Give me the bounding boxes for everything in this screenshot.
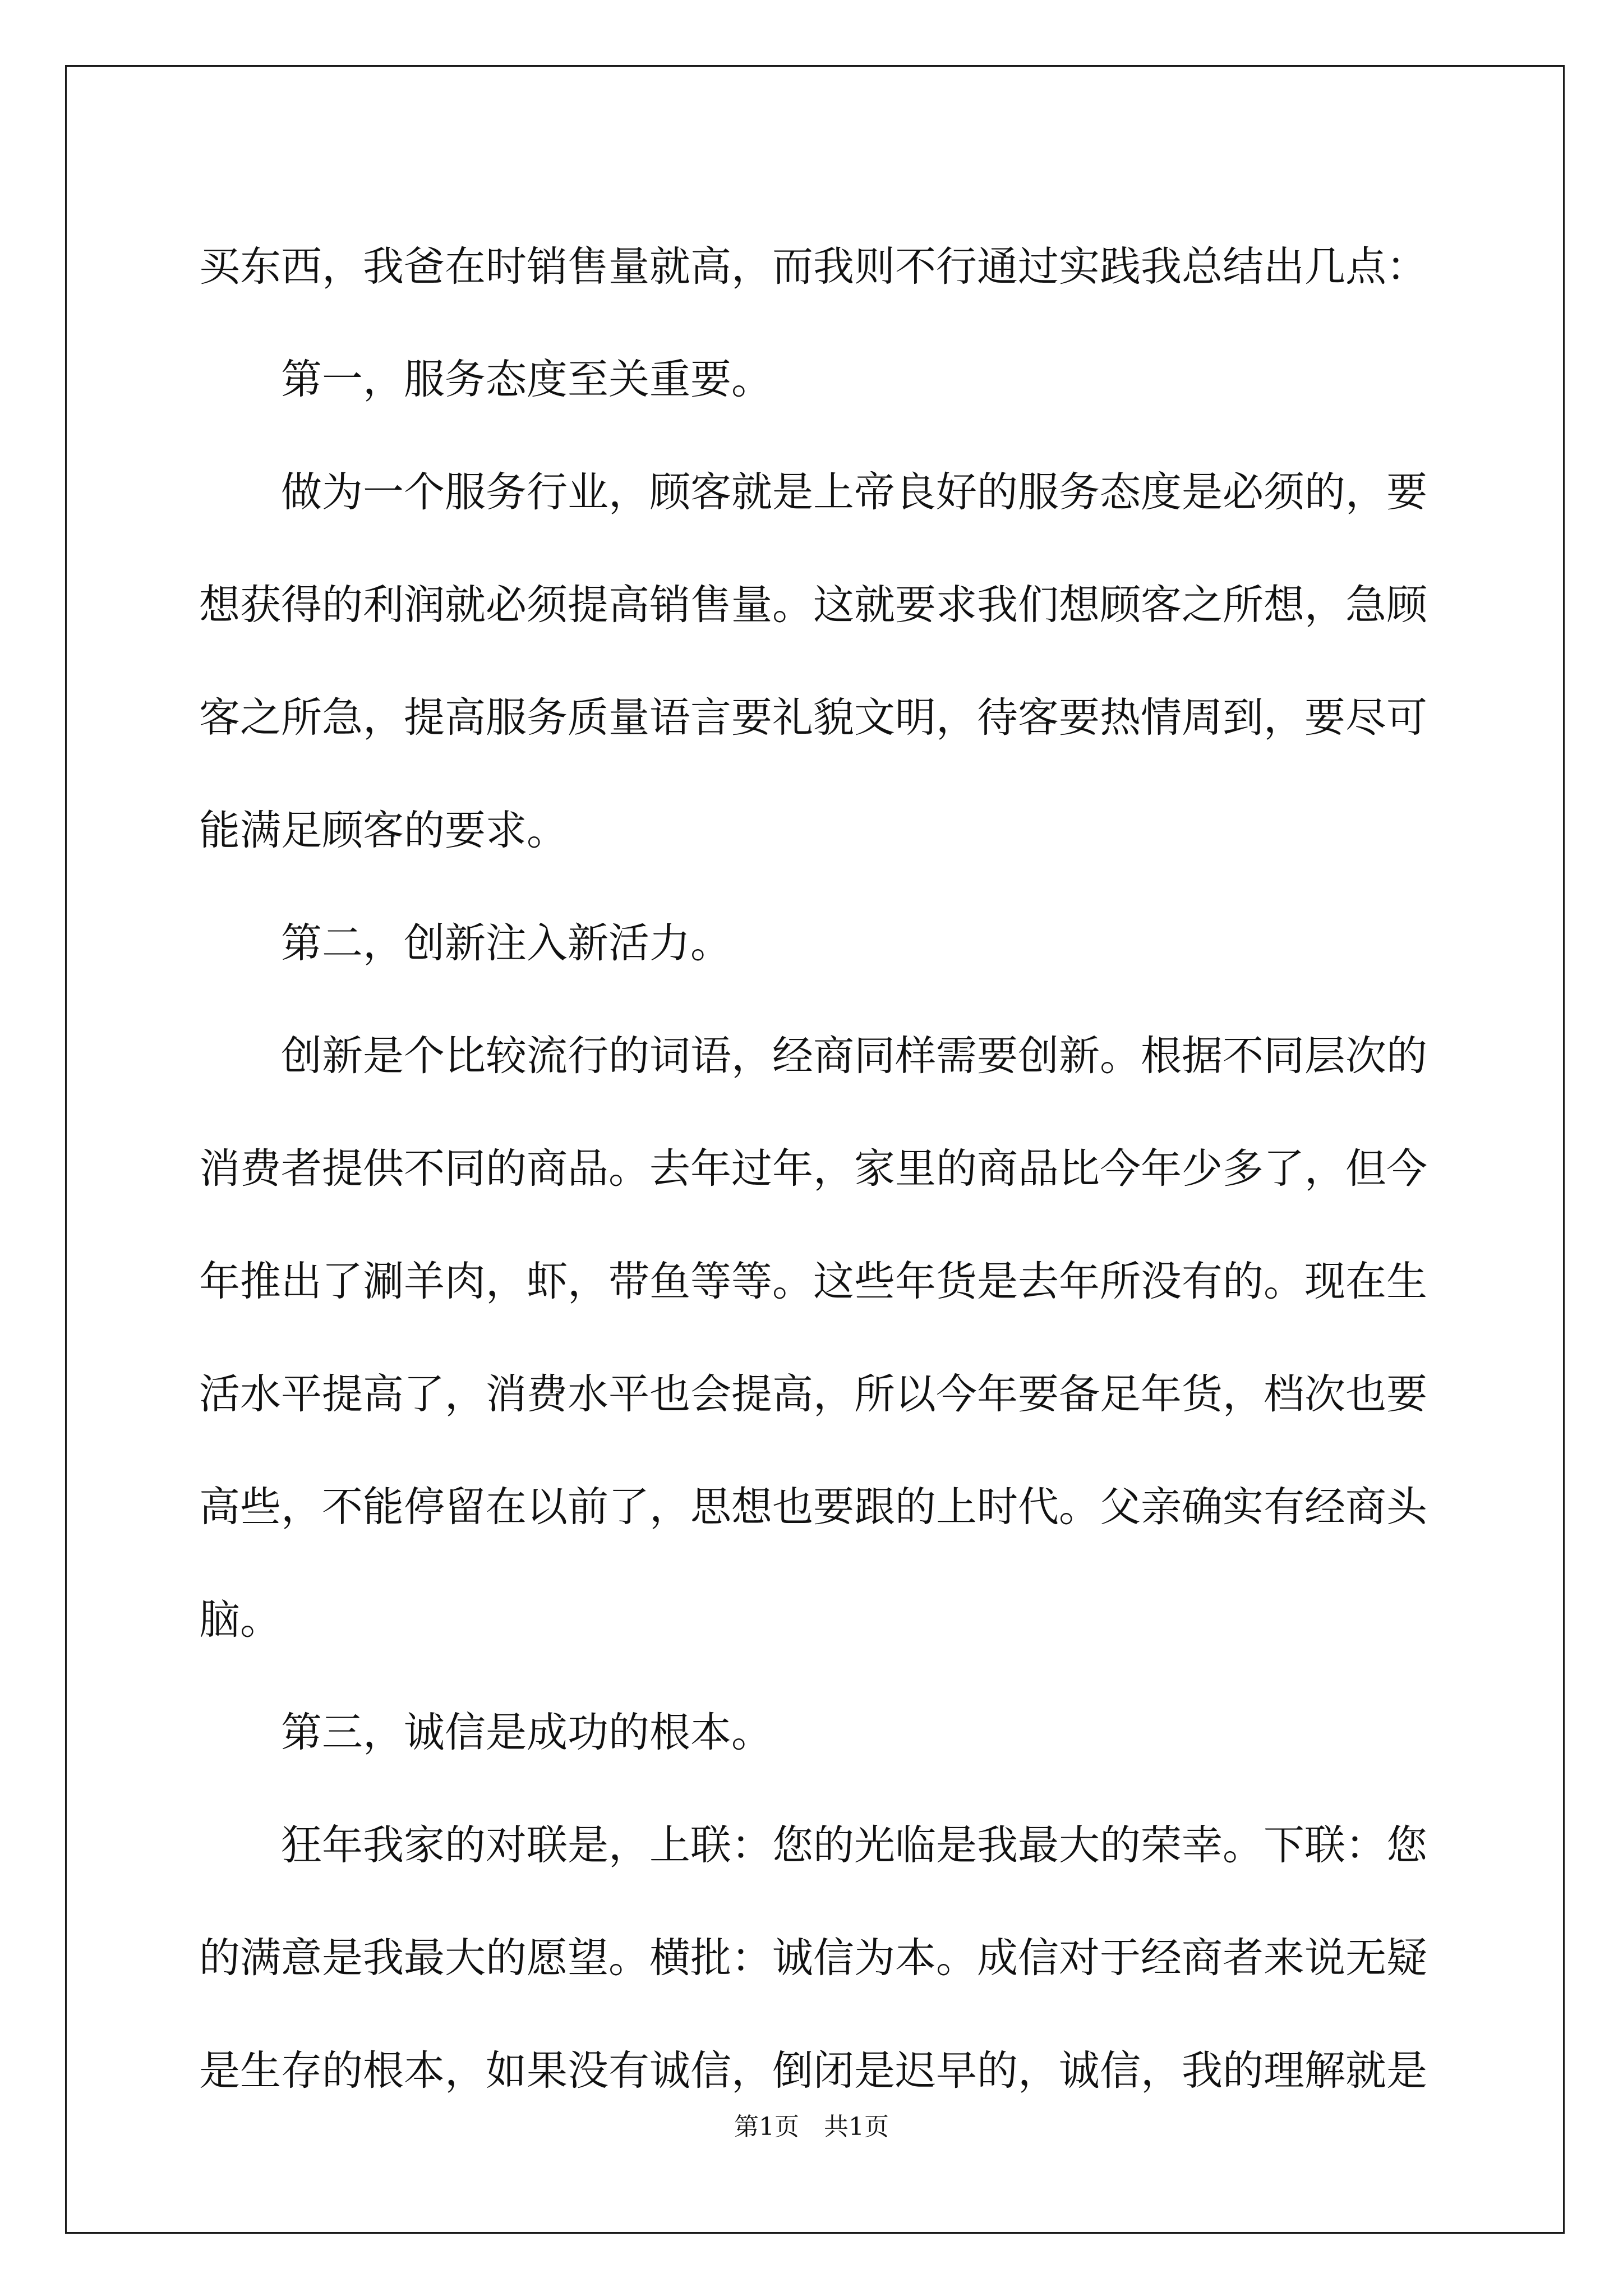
page-number-footer: 第1页 共1页 xyxy=(734,2113,889,2141)
paragraph-integrity: 狂年我家的对联是，上联：您的光临是我最大的荣幸。下联：您的满意是我最大的愿望。横批：诚信为本。成信对于经商者来说无疑是生存的根本，如果没有诚信，倒闭是迟早的，诚信，我的理解就是 xyxy=(199,1821,1427,2095)
paragraph-innovation: 创新是个比较流行的词语，经商同样需要创新。根据不同层次的消费者提供不同的商品。去年过年，家里的商品比今年少多了，但今年推出了涮羊肉，虾，带鱼等等。这些年货是去年所没有的。现在生活水平提高了，消费水平也会提高，所以今年要备足年货，档次也要高些，不能停留在以前了，思想也要跟的上时代。父亲确实有经商头脑。 xyxy=(199,1032,1427,1644)
heading-point-three: 第三，诚信是成功的根本。 xyxy=(281,1709,772,1756)
paragraph-intro-continued: 买东西，我爸在时销售量就高，而我则不行通过实践我总结出几点： xyxy=(199,243,1427,291)
heading-point-two: 第二，创新注入新活力。 xyxy=(281,919,731,967)
document-body xyxy=(199,210,1427,2127)
heading-point-one: 第一，服务态度至关重要。 xyxy=(281,356,772,403)
paragraph-service: 做为一个服务行业，顾客就是上帝良好的服务态度是必须的，要想获得的利润就必须提高销售量。这就要求我们想顾客之所想，急顾客之所急，提高服务质量语言要礼貌文明，待客要热情周到，要尽可能满足顾客的要求。 xyxy=(199,468,1427,854)
